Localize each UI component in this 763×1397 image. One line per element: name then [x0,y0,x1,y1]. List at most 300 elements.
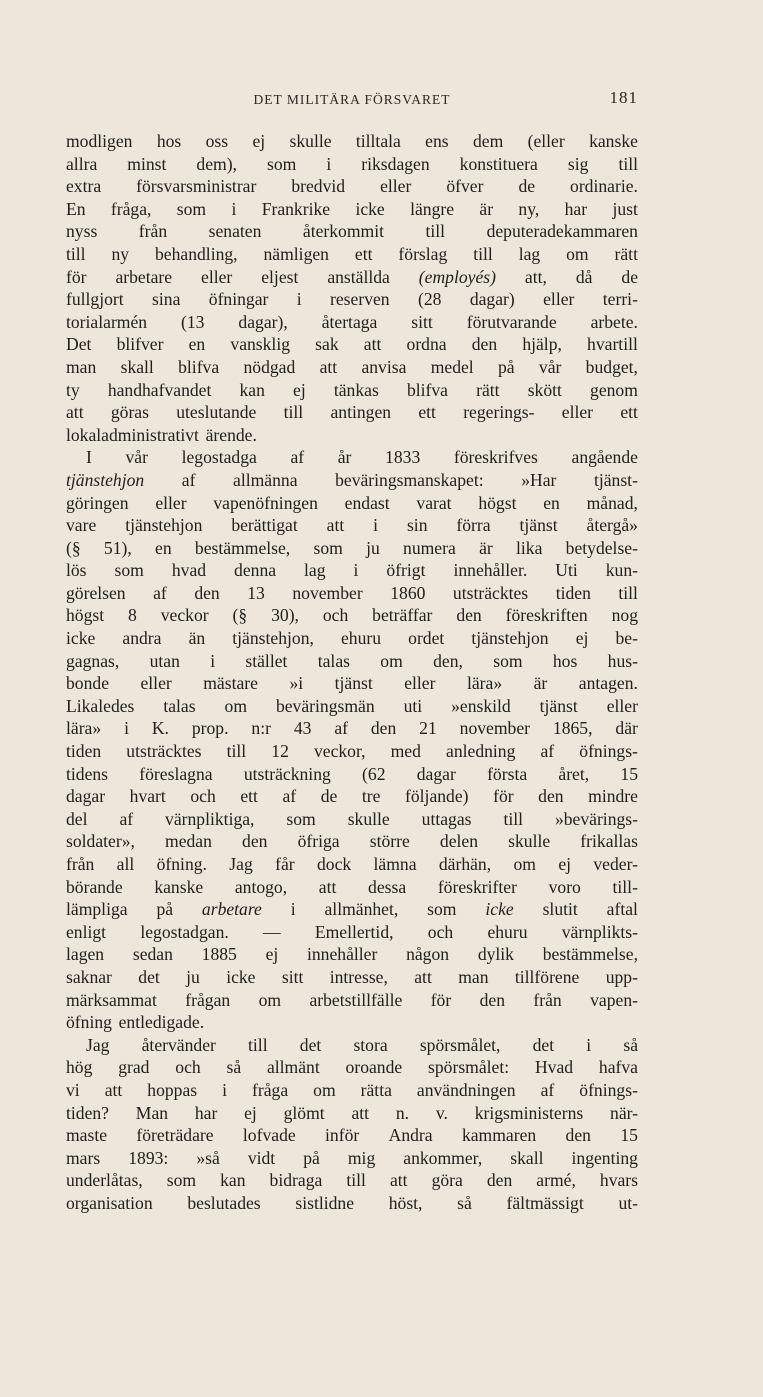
word: öfver [446,176,484,197]
word: arbetstillfälle [309,989,403,1010]
word: allmänhet, [324,899,399,920]
word: numera [403,537,456,558]
word: dagar [66,786,106,807]
word: berättigat [231,515,298,536]
word: den [471,334,498,355]
word: K. [151,718,169,739]
word: sitt [281,966,304,987]
word: just [612,198,638,219]
text-line [66,356,638,379]
text-line [66,1147,638,1170]
word: den, [433,650,463,671]
word: Emellertid, [314,921,394,942]
word: »Har [521,469,557,490]
word: dem [472,131,504,151]
word: utan [149,650,180,671]
text-line [66,1034,638,1057]
text-line [66,853,638,876]
word: sig [567,153,589,174]
word: första [487,763,528,784]
word: ett [240,786,258,807]
word: nyss [66,221,98,242]
word: sin [406,515,428,536]
word: dylik [477,944,514,965]
word: blifver [116,334,164,355]
text-line [66,559,638,582]
word: följande) [405,786,469,807]
word: beväringsmanskapet: [335,469,484,490]
word: att [363,334,382,355]
word: voro [548,876,581,897]
word: månad, [586,492,638,513]
word: (§ [232,605,248,626]
word: dagar) [469,289,515,310]
word: att [326,515,345,536]
word: blifva [406,379,448,400]
word: vår [538,356,562,377]
word: bredvid [291,176,346,197]
word: försvarsministrar [136,176,257,197]
word: entledigade. [118,1012,205,1033]
text-line [66,763,638,786]
word: frågan [185,989,231,1010]
word: för [493,786,514,807]
word: n. [395,1102,410,1123]
word: som [493,650,523,671]
word: de [320,786,338,807]
word: till [248,1034,268,1055]
word: handhafvandet [107,379,212,400]
word: som [166,1170,197,1191]
word: af [540,1079,555,1100]
word: 15 [620,763,638,784]
word: frikallas [580,831,638,852]
word: ankommer, [403,1147,483,1168]
word: till [346,1170,366,1191]
word: där [615,718,638,739]
word: ej [293,379,306,400]
word: delen [439,831,479,852]
word: för [430,989,452,1010]
word: reserven [330,289,390,310]
word: mig [347,1147,376,1168]
word: när- [610,1102,638,1123]
word: att, [524,266,547,287]
word: dock [316,854,352,874]
word: rätt [476,379,500,400]
text-line [66,1102,638,1125]
word: återkommit [302,221,384,242]
word: ty [66,379,80,400]
word: Uti [555,560,578,581]
word: 12 [271,741,289,762]
word: 1885 [201,944,237,965]
word: 1893: [128,1147,169,1168]
word: tiden? [66,1102,109,1123]
word: föreskrifves [453,447,538,468]
word: om [313,1079,336,1100]
word: fråga [252,1079,289,1100]
word: hus- [607,650,638,671]
word: lika [516,537,543,558]
word: Likaledes [66,695,135,716]
word: tjänstehjon, [232,628,314,649]
word: tjänst [539,695,578,716]
text-line [66,921,638,944]
word: organisation [66,1192,153,1213]
word: att [414,966,432,987]
word: allra [66,153,98,174]
word: föreskrifter [437,876,517,897]
word: november [459,718,531,739]
word: utsträcktes [452,582,529,603]
word: Frankrike [261,198,331,219]
word: det [138,966,160,987]
word: öfriga [297,831,340,852]
word: som [427,899,457,920]
word: är [533,673,548,694]
word: en [155,537,172,558]
word: den [538,786,564,807]
word: hjälp, [522,334,562,355]
word: återgå» [586,515,638,536]
word: om [258,989,282,1010]
word: ej [252,131,266,151]
word: be- [615,628,638,649]
word: som [176,198,207,219]
word: bonde [66,673,109,694]
text-line [66,424,638,447]
word: anställda [327,266,390,287]
word: talas [317,650,350,671]
text-line [66,514,638,537]
word: eller [543,289,575,310]
text-line [66,966,638,989]
word: innehåller [307,944,378,965]
word: vansklig [230,334,291,355]
word: glömt [283,1102,325,1123]
text-line [66,898,638,921]
word: varat [416,492,452,513]
word: skall [120,356,154,377]
word: enligt [66,921,107,942]
word: 8 [128,605,137,626]
word: n:r [251,718,271,739]
word: bidraga [269,1170,323,1191]
word: medel [430,356,474,377]
word: i [222,1079,228,1100]
word: nämligen [263,243,329,264]
word: eller [201,266,233,287]
text-line [66,379,638,402]
word: en [188,334,206,355]
word: till- [612,876,638,897]
word: I [86,447,92,468]
word: antagen. [578,673,638,694]
word: göra [431,1170,463,1191]
word: vare [66,515,97,536]
word: märksammat [66,989,157,1010]
word: öfning [66,1012,112,1033]
word: 15 [620,1125,638,1146]
word: den [194,582,220,603]
word: tilltala [355,131,401,151]
word: ens [425,131,449,151]
text-line [66,1124,638,1147]
word: extra [66,176,102,197]
word: om [380,650,403,671]
word: eller [606,695,638,716]
word: vi [66,1079,80,1100]
word: talas [163,695,196,716]
word: rätta [360,1079,392,1100]
word: vapenöfningen [213,492,318,513]
text-line [66,1169,638,1192]
word: tre [361,786,381,807]
word: det [299,1034,322,1055]
word: ehuru [340,628,382,649]
word: har [564,198,588,219]
word: tjänst [519,515,558,536]
word: i [290,899,296,920]
word: medan [165,831,212,852]
word: utsträcktes [126,741,202,762]
word: eller [155,492,187,513]
word: året, [558,763,590,784]
word: fältmässigt [506,1192,584,1213]
word: ordinarie. [570,176,638,197]
word: november [292,582,363,603]
word: icke [226,966,256,987]
word: dem), [196,153,237,174]
word: »bevärings- [554,808,638,829]
word: någon [406,944,450,965]
word: innehåller. [453,560,528,581]
word: som [313,537,343,558]
text-line [66,492,638,515]
word: hos [156,131,182,151]
word: till [226,741,247,762]
word: Jag [86,1034,110,1055]
word: (employés) [418,266,496,287]
word: hvad [171,560,207,581]
word: veder- [593,854,638,874]
word: förra [456,515,491,536]
word: från [66,854,95,874]
word: 43 [293,718,312,739]
word: ehuru [487,921,528,942]
word: af [153,582,167,603]
word: förslag [398,243,448,264]
word: rätt [614,243,638,264]
word: eller [561,402,594,423]
word: allmänt [266,1057,320,1078]
word: fråga, [110,198,152,219]
word: behandling, [155,243,238,264]
word: sistlidne [295,1192,355,1213]
word: så [457,1192,472,1213]
word: hafva [598,1057,638,1078]
text-line [66,1192,638,1215]
text-line [66,785,638,808]
word: att [66,402,84,423]
word: som [286,808,316,829]
text-line [66,130,638,153]
word: görelsen [66,582,126,603]
text-line [66,717,638,740]
word: föreskriften [505,605,588,626]
word: de [518,176,536,197]
word: allmänna [233,469,298,490]
word: att [318,876,337,897]
word: oroande [345,1057,403,1078]
word: ärende. [205,424,257,445]
word: de [621,266,638,287]
word: skall [510,1147,544,1168]
text-line [66,1056,638,1079]
word: från [533,989,562,1010]
word: genom [590,379,638,400]
word: ordet [408,628,445,649]
word: tidens [66,763,109,784]
word: nog [611,605,638,626]
word: dessa [368,876,407,897]
word: torialarmén [66,311,148,332]
word: legostadga [181,447,257,468]
word: värnpliktiga, [165,808,255,829]
word: Hvad [534,1057,574,1078]
word: tjänst- [593,469,638,490]
word: om [566,243,589,264]
word: (28 [417,289,442,310]
running-head: DET MILITÄRA FÖRSVARET [253,92,451,107]
word: uti [403,695,423,716]
word: ny [111,243,130,264]
word: krigsministerns [474,1102,584,1123]
page-header [66,88,638,112]
word: (eller [527,131,565,151]
word: af [282,786,297,807]
word: som [114,560,144,581]
word: sak [315,334,339,355]
word: anledning [446,741,516,762]
word: soldater», [66,831,135,852]
word: Det [66,334,92,355]
word: skulle [347,808,390,829]
word: i [353,560,359,581]
word: inför [325,1125,360,1146]
word: den [486,1170,513,1191]
word: (13 [181,311,205,332]
text-line [66,989,638,1012]
word: del [66,808,88,829]
word: om [513,854,536,874]
word: föreslagna [139,763,213,784]
word: uttagas [421,808,472,829]
word: tjänstehjon [471,628,549,649]
text-line [66,1079,638,1102]
word: 30), [271,605,299,626]
word: bestämmelse, [194,537,291,558]
word: ett [418,402,436,423]
word: mindre [588,786,638,807]
word: kammaren [461,1125,537,1146]
word: sina [152,289,181,310]
word: till [473,243,493,264]
word: ut- [618,1192,638,1213]
word: kun- [605,560,638,581]
word: icke [66,628,96,649]
word: det [532,1034,555,1055]
word: terri- [602,289,638,310]
word: 1833 [385,447,421,468]
text-line [66,672,638,695]
word: i [586,1034,592,1055]
word: högst [478,492,517,513]
word: öfnings- [579,1079,638,1100]
word: nödgad [243,356,296,377]
word: dagar), [238,311,288,332]
text-line [66,469,638,492]
word: lagen [66,944,105,965]
word: lag [518,243,541,264]
word: till [283,402,304,423]
text-line [66,220,638,243]
word: om [224,695,247,716]
word: spörsmålet, [419,1034,501,1055]
word: till [425,221,446,242]
word: stora [353,1034,388,1055]
word: hoppas [147,1079,198,1100]
word: vidt [247,1147,276,1168]
body-text [66,130,638,1215]
word: En [66,198,86,219]
word: ordna [406,334,447,355]
word: kanske [154,876,204,897]
word: är [479,198,494,219]
text-line [66,808,638,831]
word: tjänstehjon [125,515,203,536]
word: sedan [132,944,173,965]
word: underlåtas, [66,1170,143,1191]
word: af [119,808,134,829]
word: intresse, [329,966,388,987]
word: ett [354,243,373,264]
word: år [337,447,352,468]
word: högst [66,605,105,626]
word: slutit [542,899,578,920]
text-line [66,604,638,627]
word: lämna [373,854,417,874]
word: uteslutande [176,402,257,423]
word: (62 [362,763,386,784]
word: af [181,469,196,490]
word: armé, [536,1170,576,1191]
text-line [66,175,638,198]
word: tjänstehjon [66,469,145,490]
word: »så [196,1147,220,1168]
word: att [104,1079,123,1100]
word: lofvade [242,1125,296,1146]
text-line [66,243,638,266]
word: att [389,1170,408,1191]
word: till [618,153,638,174]
word: riksdagen [361,153,430,174]
word: ingenting [571,1147,638,1168]
word: spörsmålet: [428,1057,510,1078]
word: ej [244,1102,257,1123]
text-line [66,876,638,899]
